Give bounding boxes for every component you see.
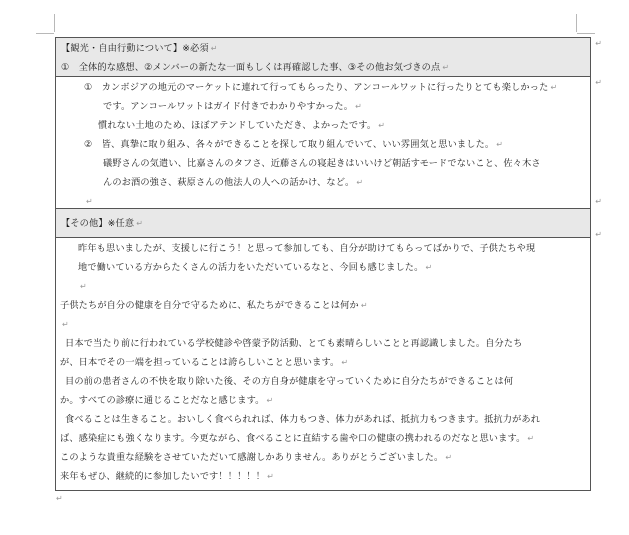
paragraph-mark: ↵ — [356, 178, 364, 187]
section2-line-9: か。すべての診療に通じることだなと感じます。 — [60, 395, 265, 406]
crop-mark-top-left-horizontal — [36, 33, 54, 34]
section2-header-cell[interactable] — [56, 197, 602, 238]
paragraph-mark: ↵ — [425, 263, 433, 272]
paragraph-mark: ↵ — [496, 140, 504, 149]
section2-line-12: このような貴重な経験をさせていただいて感謝しかありません。ありがとうございました。 — [60, 452, 444, 463]
paragraph-mark: ↵ — [341, 358, 349, 367]
section2-line-1: 昨年も思いましたが、支援しに行こう！と思って参加しても、自分が助けてもらってばかりで、子供たちや現 — [78, 243, 536, 254]
paragraph-mark: ↵ — [86, 197, 93, 206]
paragraph-mark: ↵ — [378, 121, 386, 130]
paragraph-mark: ↵ — [136, 219, 144, 228]
section2-line-11: ば、感染症にも強くなります。今更ながら、食べることに直結する歯や口の健康の携われるのだなと思います。 — [60, 433, 526, 444]
section2-line-6: 日本で当たり前に行われている学校健診や啓蒙予防活動、とても素晴らしいことと再認識しました。自分たち — [65, 338, 523, 349]
cell-end-mark: ↵ — [595, 197, 602, 206]
section1-line-2: です。アンコールワットはガイド付きでわかりやすかった。 — [103, 101, 354, 112]
paragraph-mark: ↵ — [80, 282, 87, 291]
crop-mark-top-left-vertical — [54, 14, 55, 32]
section1-header: 【観光・自由行動について】※必須 — [61, 43, 209, 54]
paragraph-mark: ↵ — [442, 63, 450, 72]
section1-subheader: ① 全体的な感想、②メンバーの新たな一面もしくは再確認した事、③その他お気づきの点 — [61, 62, 441, 73]
paragraph-mark: ↵ — [550, 83, 558, 92]
section2-line-10: 食べることは生きること。おいしく食べられれば、体力もつき、体力があれば、抵抗力もつきます。抵抗力があれ — [65, 414, 541, 425]
paragraph-mark: ↵ — [527, 434, 535, 443]
section1-line-3: 慣れない土地のため、ほぼアテンドしていただき、よかったです。 — [98, 120, 377, 131]
paragraph-mark: ↵ — [267, 472, 274, 481]
section1-line-4: ② 皆、真摯に取り組み、各々ができることを探して取り組んでいて、いい雰囲気と思いました。 — [84, 139, 495, 150]
section1-line-6: んのお酒の強さ、萩原さんの他法人の人への話かけ、など。 — [103, 177, 355, 188]
section1-body-cell[interactable] — [56, 77, 602, 209]
section2-body-cell[interactable] — [56, 230, 602, 490]
section2-line-13: 来年もぜひ、継続的に参加したいです！！！！！ — [60, 471, 266, 482]
section2-line-4: 子供たちが自分の健康を自分で守るために、私たちができることは何か — [60, 300, 359, 311]
section2-line-8: 目の前の患者さんの不快を取り除いた後、その方自身が健康を守っていくために自分たちができることは何 — [65, 376, 514, 387]
section2-line-2: 地で働いている方からたくさんの活力をいただいているなと、今回も感じました。 — [78, 262, 424, 273]
report-table — [55, 37, 602, 491]
section2-header: 【その他】※任意 — [61, 218, 135, 229]
paragraph-mark: ↵ — [360, 301, 368, 310]
cell-end-mark: ↵ — [595, 78, 602, 87]
section1-header-cell[interactable] — [56, 38, 602, 77]
paragraph-mark: ↵ — [355, 102, 362, 111]
cell-end-mark: ↵ — [595, 39, 602, 48]
paragraph-mark: ↵ — [62, 320, 69, 329]
section2-line-7: が、日本でその一端を担っていることは誇らしいことと思います。 — [60, 357, 340, 368]
cell-end-mark: ↵ — [595, 230, 602, 239]
section1-line-5: 礒野さんの気遣い、比嘉さんのタフさ、近藤さんの寝起きはいいけど朝話すモードでないこと、佐々木さ — [103, 158, 541, 169]
paragraph-mark: ↵ — [266, 396, 274, 405]
section1-line-1: ① カンボジアの地元のマーケットに連れて行ってもらったり、アンコールワットに行ったりとても楽しかった — [84, 82, 549, 93]
crop-mark-top-right-vertical — [576, 14, 577, 32]
document-end-mark: ↵ — [56, 494, 63, 503]
paragraph-mark: ↵ — [445, 453, 453, 462]
crop-mark-top-right-horizontal — [577, 33, 595, 34]
paragraph-mark: ↵ — [210, 44, 218, 53]
